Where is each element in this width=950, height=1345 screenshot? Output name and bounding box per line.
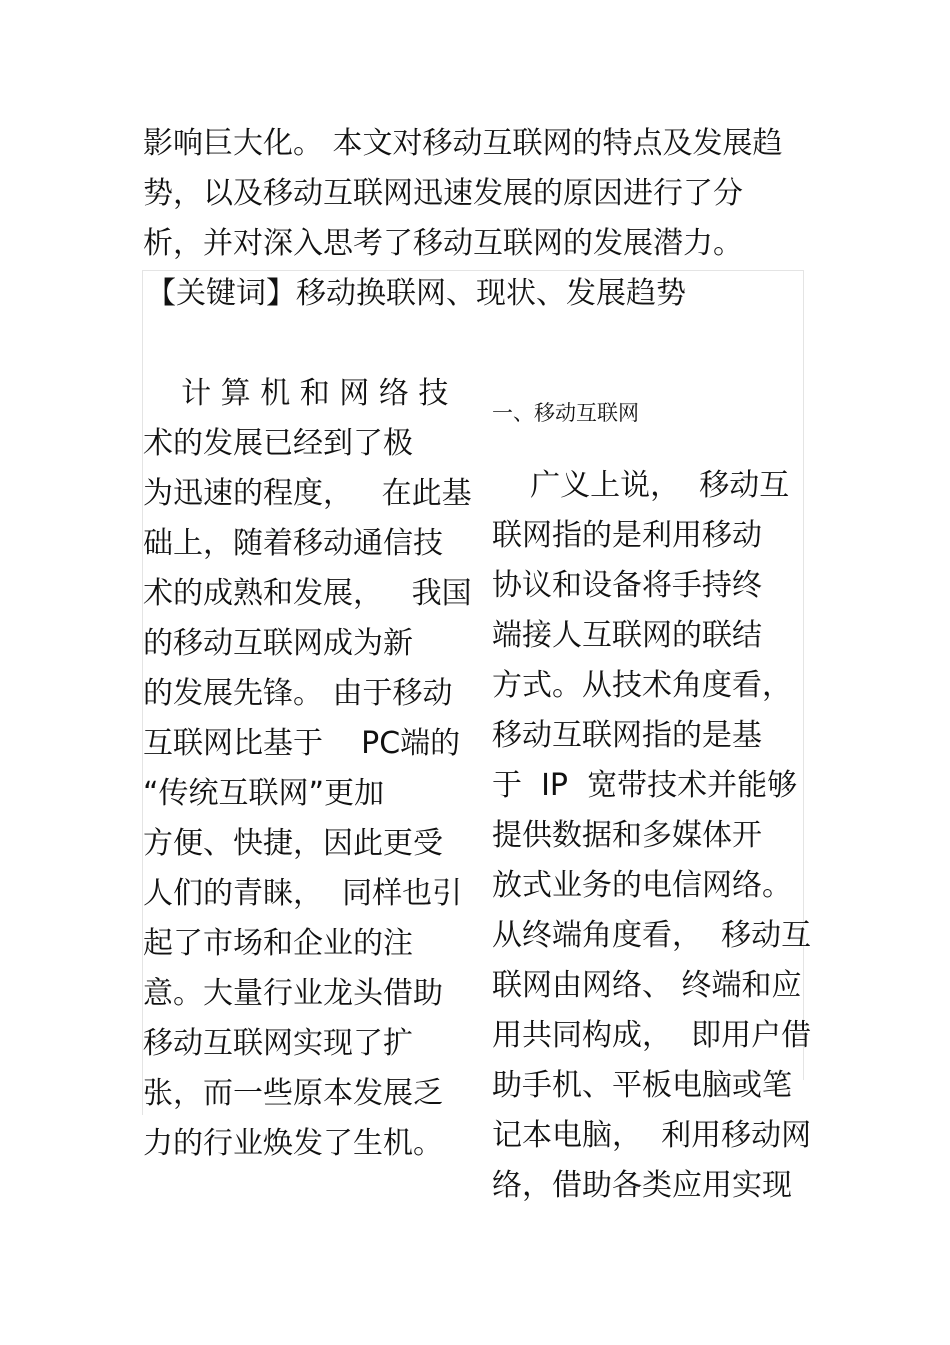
right-column-line: 记本电脑， 利用移动网 xyxy=(492,1118,812,1153)
right-column-line: 方式。从技术角度看， xyxy=(492,668,792,703)
left-column-line: 计 算 机 和 网 络 技 xyxy=(143,376,449,411)
right-column-line: 端接人互联网的联结 xyxy=(492,618,762,653)
left-column-line: 移动互联网实现了扩 xyxy=(143,1026,413,1061)
left-column-line: 的移动互联网成为新 xyxy=(143,626,413,661)
left-column-line: 张，而一些原本发展乏 xyxy=(143,1076,443,1111)
right-column-line: 联网指的是利用移动 xyxy=(492,518,762,553)
right-column-line: 用共同构成， 即用户借 xyxy=(492,1018,812,1053)
right-column-line: 广义上说， 移动互 xyxy=(492,468,790,503)
page-frame-right xyxy=(803,270,804,1080)
left-column-line: 意。大量行业龙头借助 xyxy=(143,976,443,1011)
intro-line: 影响巨大化。 本文对移动互联网的特点及发展趋 xyxy=(143,126,783,161)
keywords-line: 【关键词】移动换联网、现状、发展趋势 xyxy=(146,276,686,311)
left-column-line: 为迅速的程度， 在此基 xyxy=(143,476,472,511)
left-column-line: 的发展先锋。 由于移动 xyxy=(143,676,453,711)
page-frame-top xyxy=(142,270,804,271)
right-column-line: 络，借助各类应用实现 xyxy=(492,1168,792,1203)
left-column-line: 方便、快捷，因此更受 xyxy=(143,826,443,861)
left-column-line: 人们的青睐， 同样也引 xyxy=(143,876,463,911)
left-column-line: 术的发展已经到了极 xyxy=(143,426,413,461)
right-column-line: 于 IP 宽带技术并能够 xyxy=(492,768,798,803)
right-column-line: 提供数据和多媒体开 xyxy=(492,818,762,853)
right-column-line: 协议和设备将手持终 xyxy=(492,568,762,603)
left-column-line: 力的行业焕发了生机。 xyxy=(143,1126,443,1161)
right-column-line: 联网由网络、 终端和应 xyxy=(492,968,802,1003)
left-column-line: 础上，随着移动通信技 xyxy=(143,526,443,561)
right-column-line: 放式业务的电信网络。 xyxy=(492,868,792,903)
left-column-line: 起了市场和企业的注 xyxy=(143,926,413,961)
left-column-line: 互联网比基于 PC端的 xyxy=(143,726,461,761)
section-heading: 一、移动互联网 xyxy=(492,401,639,425)
left-column-line: “传统互联网”更加 xyxy=(143,776,385,811)
right-column-line: 移动互联网指的是基 xyxy=(492,718,762,753)
left-column-line: 术的成熟和发展， 我国 xyxy=(143,576,472,611)
intro-line: 势，以及移动互联网迅速发展的原因进行了分 xyxy=(143,176,743,211)
right-column-line: 从终端角度看， 移动互 xyxy=(492,918,812,953)
intro-line: 析，并对深入思考了移动互联网的发展潜力。 xyxy=(143,226,743,261)
right-column-line: 助手机、平板电脑或笔 xyxy=(492,1068,792,1103)
